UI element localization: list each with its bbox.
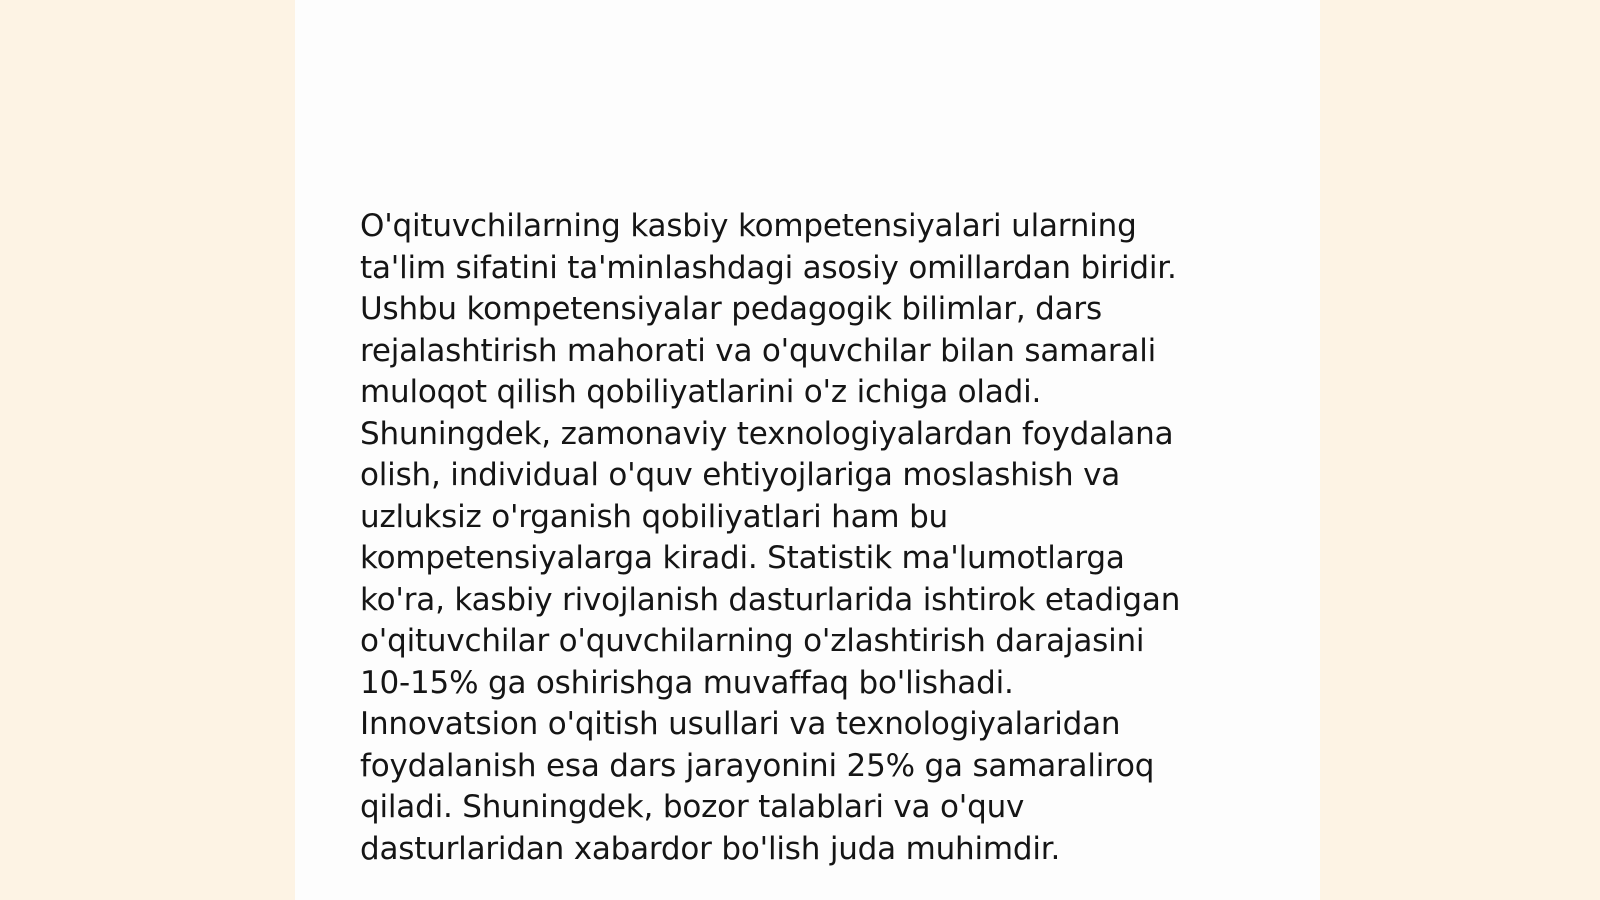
text-line: rejalashtirish mahorati va o'quvchilar bilan samarali [360, 332, 1157, 369]
text-line: Innovatsion o'qitish usullari va texnologiyalaridan [360, 706, 1121, 742]
text-line: ta'lim sifatini ta'minlashdagi asosiy omillardan biridir. [360, 249, 1177, 286]
text-line: foydalanish esa dars jarayonini 25% ga samaraliroq [360, 747, 1155, 784]
body-paragraph [360, 206, 1260, 870]
text-line: uzluksiz o'rganish qobiliyatlari ham bu [360, 498, 948, 535]
text-line: ko'ra, kasbiy rivojlanish dasturlarida ishtirok etadigan [360, 581, 1181, 618]
text-line: o'qituvchilar o'quvchilarning o'zlashtirish darajasini [360, 623, 1145, 659]
text-line: Shuningdek, zamonaviy texnologiyalardan foydalana [360, 415, 1174, 452]
text-line: Ushbu kompetensiyalar pedagogik bilimlar, dars [360, 291, 1102, 327]
text-line: qiladi. Shuningdek, bozor talablari va o'quv [360, 789, 1025, 825]
slide-panel [295, 0, 1320, 900]
text-line: O'qituvchilarning kasbiy kompetensiyalari ularning [360, 208, 1137, 244]
text-line: muloqot qilish qobiliyatlarini o'z ichiga oladi. [360, 374, 1042, 410]
text-line: kompetensiyalarga kiradi. Statistik ma'lumotlarga [360, 540, 1125, 576]
text-line: 10-15% ga oshirishga muvaffaq bo'lishadi. [360, 664, 1014, 701]
text-line: olish, individual o'quv ehtiyojlariga moslashish va [360, 457, 1121, 493]
text-line: dasturlaridan xabardor bo'lish juda muhimdir. [360, 830, 1061, 867]
